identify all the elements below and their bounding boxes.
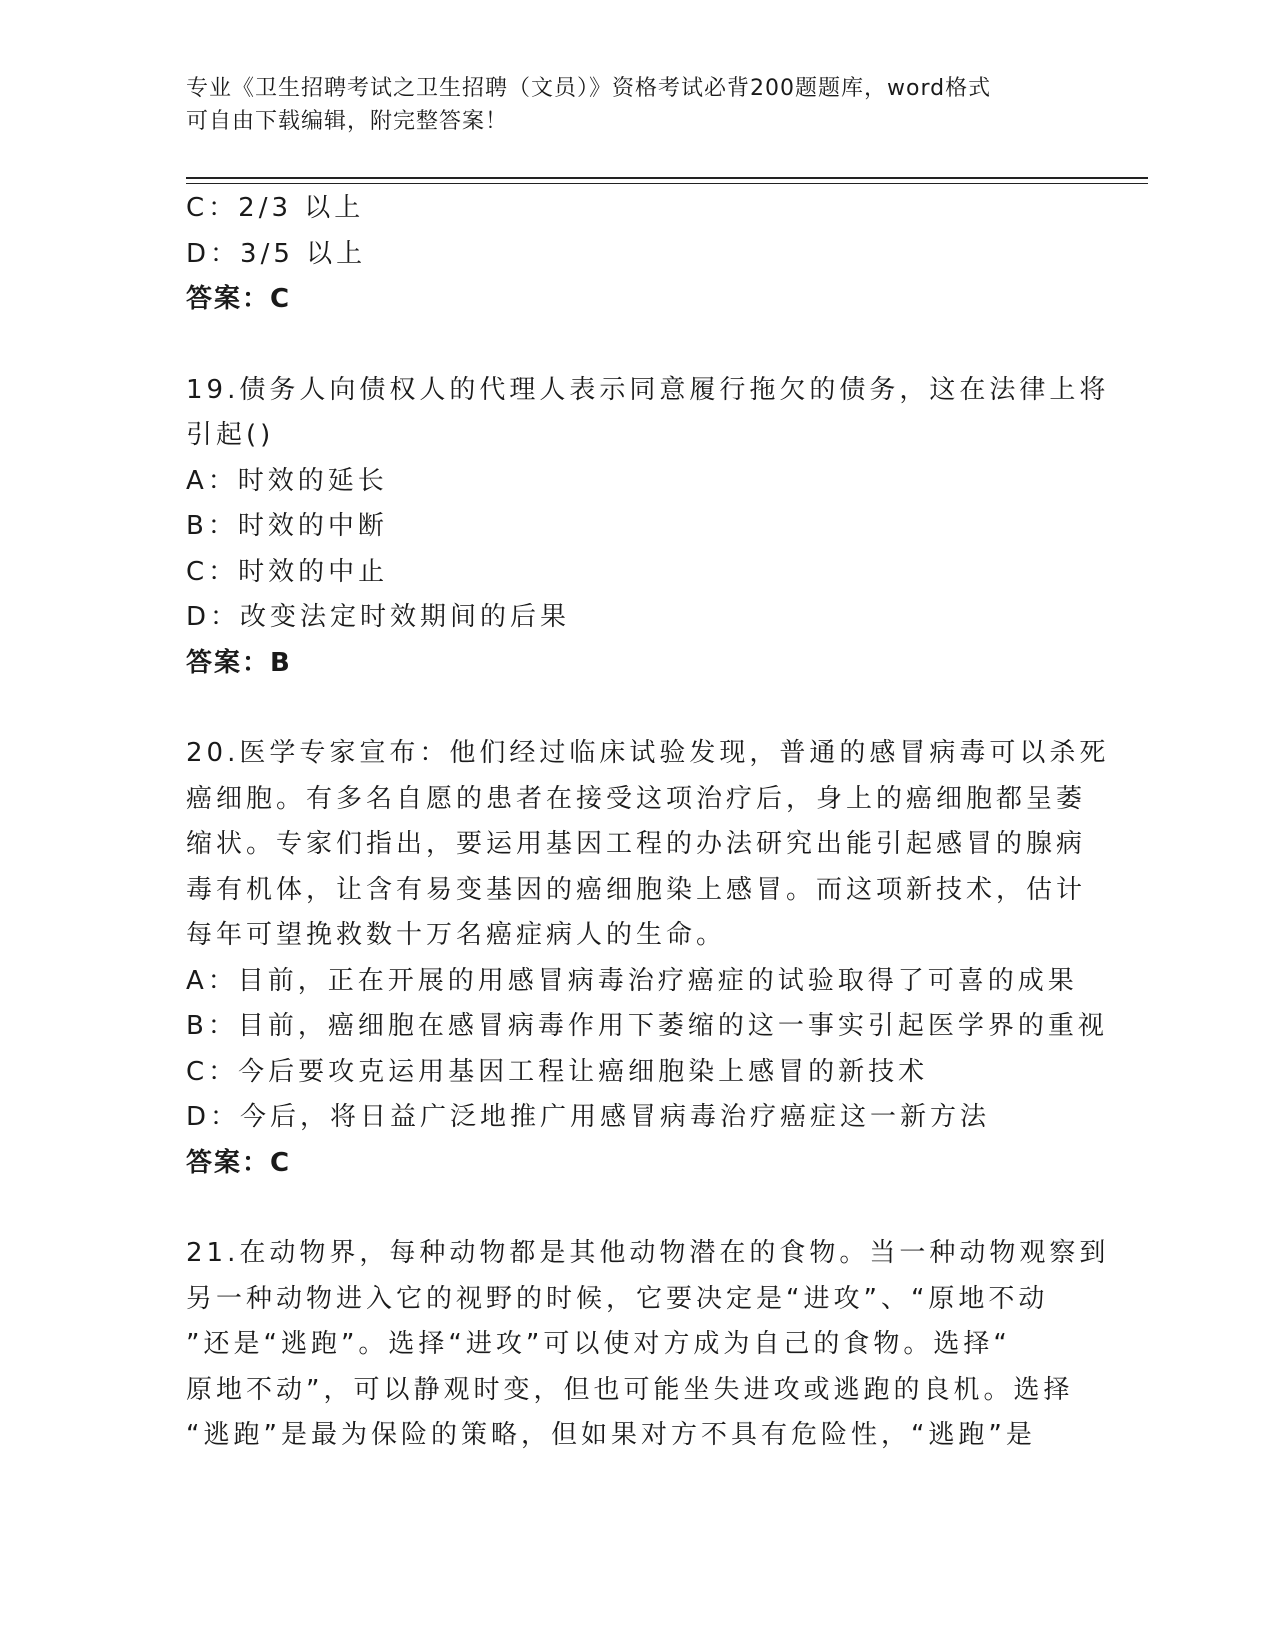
option-d: D：3/5 以上 — [186, 238, 367, 269]
header-title-line-1: 专业《卫生招聘考试之卫生招聘（文员）》资格考试必背200题题库，word格式 — [186, 76, 992, 101]
answer-line: 答案：C — [186, 284, 292, 314]
option-c: C：今后要攻克运用基因工程让癌细胞染上感冒的新技术 — [186, 1056, 929, 1087]
question-content — [186, 186, 1110, 1459]
header-title-line-2: 可自由下载编辑，附完整答案！ — [186, 109, 509, 134]
option-c: C：2/3 以上 — [186, 193, 365, 223]
option-a: A：时效的延长 — [186, 465, 388, 496]
option-d: D：今后，将日益广泛地推广用感冒病毒治疗癌症这一新方法 — [186, 1102, 991, 1132]
question-stem-line: “逃跑”是最为保险的策略，但如果对方不具有危险性，“逃跑”是 — [186, 1420, 1036, 1450]
question-19 — [186, 368, 1110, 687]
question-18-tail — [186, 186, 1076, 323]
question-stem-line: 另一种动物进入它的视野的时候，它要决定是“进攻”、“原地不动 — [186, 1283, 1049, 1314]
option-c: C：时效的中止 — [186, 556, 389, 587]
question-stem-line: 21.在动物界，每种动物都是其他动物潜在的食物。当一种动物观察到 — [186, 1238, 1110, 1268]
question-stem-line: ”还是“逃跑”。选择“进攻”可以使对方成为自己的食物。选择“ — [186, 1329, 1011, 1359]
question-stem-line: 癌细胞。有多名自愿的患者在接受这项治疗后，身上的癌细胞都呈萎 — [186, 783, 1087, 814]
spacer — [186, 323, 1076, 368]
header-divider-thin — [186, 183, 1148, 184]
answer-line: 答案：C — [186, 1147, 292, 1178]
question-stem-line: 缩状。专家们指出，要运用基因工程的办法研究出能引起感冒的腺病 — [186, 829, 1087, 859]
answer-line: 答案：B — [186, 647, 292, 678]
spacer — [186, 686, 1076, 731]
option-b: B：目前，癌细胞在感冒病毒作用下萎缩的这一事实引起医学界的重视 — [186, 1011, 1108, 1041]
question-stem-line: 引起() — [186, 420, 275, 450]
question-stem-line: 每年可望挽救数十万名癌症病人的生命。 — [186, 920, 727, 950]
document-header — [186, 72, 1086, 138]
question-20 — [186, 731, 1110, 1186]
question-stem-line: 原地不动”，可以静观时变，但也可能坐失进攻或逃跑的良机。选择 — [186, 1374, 1074, 1405]
header-divider-thick — [186, 177, 1148, 179]
option-d: D：改变法定时效期间的后果 — [186, 602, 571, 632]
option-a: A：目前，正在开展的用感冒病毒治疗癌症的试验取得了可喜的成果 — [186, 965, 1078, 996]
question-21 — [186, 1231, 1110, 1459]
question-stem-line: 毒有机体，让含有易变基因的癌细胞染上感冒。而这项新技术，估计 — [186, 874, 1087, 905]
option-b: B：时效的中断 — [186, 511, 388, 541]
question-stem-line: 20.医学专家宣布：他们经过临床试验发现，普通的感冒病毒可以杀死 — [186, 738, 1110, 768]
question-stem-line: 19.债务人向债权人的代理人表示同意履行拖欠的债务，这在法律上将 — [186, 374, 1110, 405]
spacer — [186, 1186, 1076, 1231]
